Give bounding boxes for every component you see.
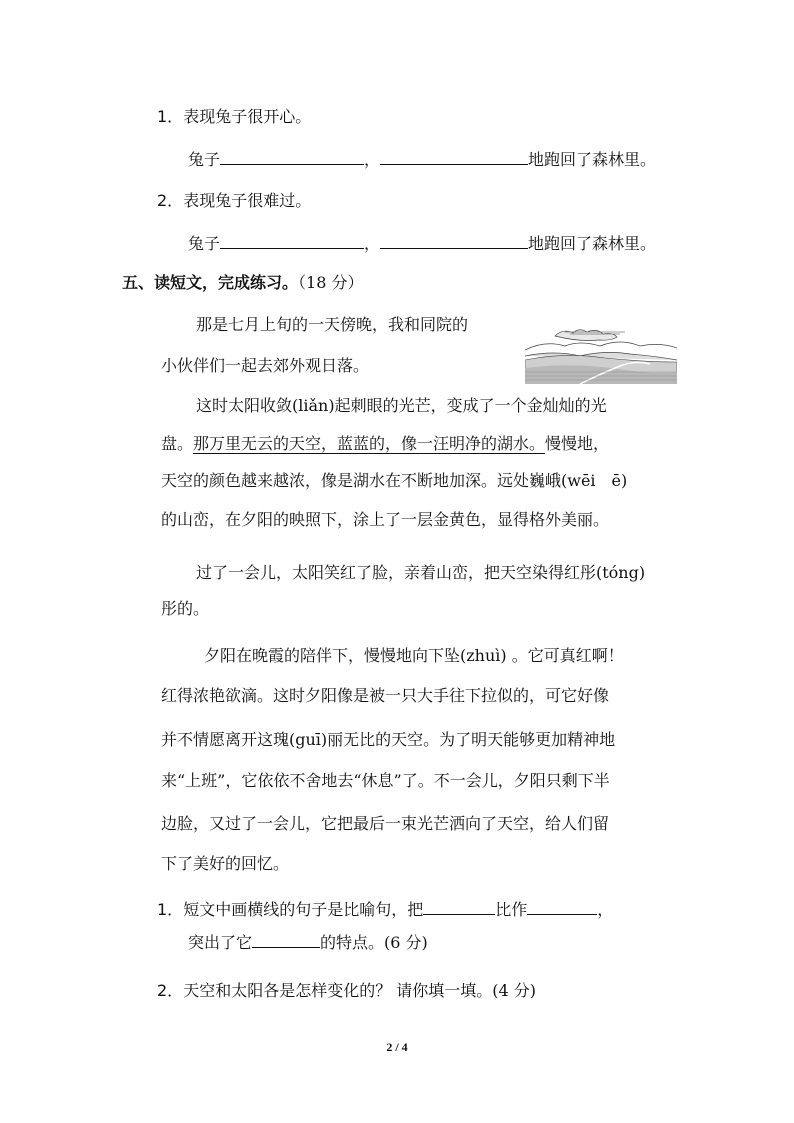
passage-text: 慢慢地， [545, 434, 610, 453]
question-text: ， [597, 900, 614, 919]
section-title: 五、读短文，完成练习。 [122, 273, 299, 292]
question-text: 表现兔子很开心。 [183, 107, 312, 126]
passage-line: 彤的。 [161, 599, 210, 618]
passage-line: 红得浓艳欲滴。这时夕阳像是被一只大手往下拉似的，可它好像 [161, 686, 610, 705]
fill-suffix: 地跑回了森林里。 [528, 234, 657, 253]
passage-line: 的山峦，在夕阳的映照下，涂上了一层金黄色，显得格外美丽。 [161, 510, 610, 529]
question-text: 短文中画横线的句子是比喻句，把 [183, 900, 424, 919]
question-item [157, 980, 536, 1002]
passage-line: 边脸，又过了一会儿，它把最后一束光芒洒向了天空，给人们留 [161, 814, 610, 833]
question-text: 比作 [495, 900, 528, 919]
question-item [157, 106, 311, 128]
section-score: （18 分） [298, 273, 364, 292]
passage-line: 下了美好的回忆。 [161, 854, 290, 873]
question-item [157, 898, 613, 921]
answer-blank[interactable] [220, 148, 364, 165]
fill-prefix: 兔子 [188, 234, 221, 253]
passage-line [161, 433, 609, 455]
fill-prefix: 兔子 [188, 150, 221, 169]
question-text: 表现兔子很难过。 [183, 191, 312, 210]
fill-line [188, 232, 656, 255]
question-text: 突出了它 [188, 933, 253, 952]
passage-line: 来“上班”，它依依不舍地去“休息”了。不一会儿，夕阳只剩下半 [161, 771, 610, 790]
passage-line: 并不情愿离开这瑰(guī)丽无比的天空。为了明天能够更加精神地 [161, 730, 616, 749]
fill-suffix: 地跑回了森林里。 [528, 150, 657, 169]
question-number: 2． [157, 191, 184, 210]
question-item [157, 190, 311, 212]
section-heading [122, 272, 363, 294]
answer-blank[interactable] [527, 898, 597, 915]
passage-text: 盘。 [161, 434, 194, 453]
answer-blank[interactable] [252, 931, 320, 948]
question-text: 的特点。(6 分) [320, 933, 428, 952]
question-number: 1． [157, 900, 184, 919]
passage-line: 小伙伴们一起去郊外观日落。 [161, 356, 370, 375]
comma: ， [364, 234, 381, 253]
question-number: 1． [157, 107, 184, 126]
passage-line: 过了一会儿，太阳笑红了脸，亲着山峦，把天空染得红彤(tóng) [196, 563, 646, 582]
underlined-simile-sentence: 那万里无云的天空，蓝蓝的，像一汪明净的湖水。 [193, 434, 546, 453]
question-text: 天空和太阳各是怎样变化的？ 请你填一填。(4 分) [183, 981, 537, 1000]
answer-blank[interactable] [220, 232, 364, 249]
answer-blank[interactable] [423, 898, 495, 915]
passage-line: 夕阳在晚霞的陪伴下，慢慢地向下坠(zhuì) 。它可真红啊！ [204, 646, 624, 665]
passage-line: 那是七月上旬的一天傍晚，我和同院的 [196, 315, 469, 334]
answer-blank[interactable] [380, 148, 528, 165]
sunset-landscape-illustration [525, 322, 677, 384]
question-number: 2． [157, 981, 184, 1000]
comma: ， [364, 150, 381, 169]
question-item [188, 931, 428, 954]
answer-blank[interactable] [380, 232, 528, 249]
fill-line [188, 148, 656, 171]
passage-line: 这时太阳收敛(liǎn)起刺眼的光芒，变成了一个金灿灿的光 [196, 396, 607, 415]
page-number: 2 / 4 [386, 1040, 408, 1054]
passage-line: 天空的颜色越来越浓，像是湖水在不断地加深。远处巍峨(wēi ē) [161, 471, 628, 490]
